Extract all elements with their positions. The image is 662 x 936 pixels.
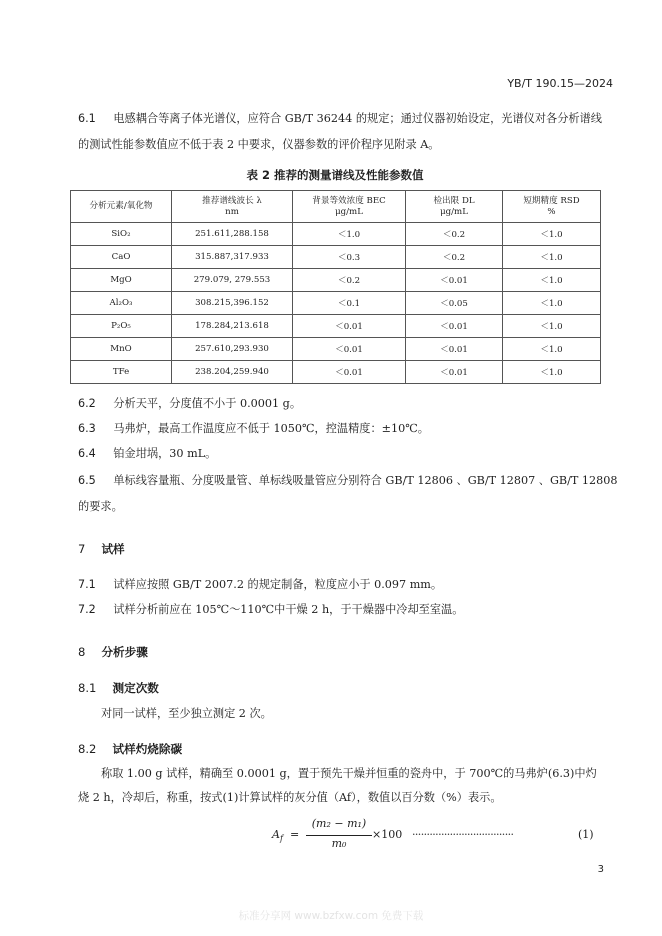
document-code: YB/T 190.15—2024 — [507, 77, 613, 90]
clause-6-1-continued: 的测试性能参数值应不低于表 2 中要求，仪器参数的评价程序见附录 A。 — [78, 138, 440, 151]
cell-element: SiO₂ — [71, 223, 172, 246]
cell-rsd: ＜1.0 — [503, 269, 601, 292]
cell-element: Al₂O₃ — [71, 292, 172, 315]
spec-table — [70, 190, 601, 384]
clause-6-4 — [78, 446, 216, 462]
cell-wavelength: 178.284,213.618 — [172, 315, 293, 338]
cell-bec: ＜0.01 — [293, 315, 406, 338]
clause-text: 马弗炉，最高工作温度应不低于 1050℃，控温精度：±10℃。 — [113, 422, 429, 435]
clause-number: 6.1 — [78, 112, 96, 125]
cell-dl: ＜0.2 — [406, 246, 503, 269]
clause-7-1 — [78, 577, 442, 593]
clause-number: 6.5 — [78, 474, 96, 487]
table-row — [71, 338, 601, 361]
clause-7-2 — [78, 602, 463, 618]
cell-rsd: ＜1.0 — [503, 361, 601, 384]
clause-8-1-text: 对同一试样，至少独立测定 2 次。 — [101, 707, 272, 720]
clause-text: 铂金坩埚，30 mL。 — [113, 447, 217, 460]
cell-bec: ＜1.0 — [293, 223, 406, 246]
formula-leader-dots: ··································· — [412, 828, 514, 841]
cell-bec: ＜0.2 — [293, 269, 406, 292]
cell-dl: ＜0.01 — [406, 361, 503, 384]
cell-dl: ＜0.2 — [406, 223, 503, 246]
clause-text: 电感耦合等离子体光谱仪，应符合 GB/T 36244 的规定；通过仪器初始设定，光谱仪对各分析谱线 — [113, 112, 602, 125]
cell-dl: ＜0.01 — [406, 315, 503, 338]
cell-wavelength: 257.610,293.930 — [172, 338, 293, 361]
table-row — [71, 246, 601, 269]
table-row — [71, 315, 601, 338]
clause-6-5-continued: 的要求。 — [78, 500, 123, 513]
cell-element: MgO — [71, 269, 172, 292]
cell-element: TFe — [71, 361, 172, 384]
formula-equals: = — [290, 828, 300, 841]
clause-6-1 — [78, 111, 602, 127]
formula-fraction-bar — [306, 835, 372, 836]
cell-dl: ＜0.01 — [406, 338, 503, 361]
formula-1 — [270, 817, 600, 857]
cell-bec: ＜0.1 — [293, 292, 406, 315]
table-row — [71, 361, 601, 384]
clause-8-2-text: 称取 1.00 g 试样，精确至 0.0001 g，置于预先干燥并恒重的瓷舟中，于 700℃的马弗炉(6.3)中灼 — [101, 767, 597, 780]
formula-denominator: m₀ — [331, 837, 347, 850]
cell-bec: ＜0.01 — [293, 361, 406, 384]
table-header-row — [71, 191, 601, 223]
formula-multiplier: ×100 — [372, 828, 403, 841]
cell-bec: ＜0.01 — [293, 338, 406, 361]
cell-rsd: ＜1.0 — [503, 315, 601, 338]
cell-wavelength: 251.611,288.158 — [172, 223, 293, 246]
clause-number: 7.1 — [78, 578, 96, 591]
header-detection-limit: 检出限 DL μg/mL — [406, 191, 503, 223]
clause-text: 单标线容量瓶、分度吸量管、单标线吸量管应分别符合 GB/T 12806 、GB/T 12807 、GB/T 12808 — [113, 474, 618, 487]
section-7-heading — [78, 541, 125, 557]
cell-wavelength: 315.887,317.933 — [172, 246, 293, 269]
formula-numerator: (m₂ − m₁) — [311, 817, 367, 830]
section-title: 试样 — [101, 542, 125, 556]
clause-number: 6.4 — [78, 447, 96, 460]
subsection-8-1-heading — [78, 680, 159, 696]
cell-bec: ＜0.3 — [293, 246, 406, 269]
table-row — [71, 223, 601, 246]
page-number: 3 — [597, 864, 604, 875]
clause-text: 试样分析前应在 105℃～110℃中干燥 2 h，于干燥器中冷却至室温。 — [113, 603, 464, 616]
section-8-heading — [78, 644, 148, 660]
cell-wavelength: 279.079, 279.553 — [172, 269, 293, 292]
cell-rsd: ＜1.0 — [503, 246, 601, 269]
section-number: 7 — [78, 542, 86, 556]
header-bec: 背景等效浓度 BEC μg/mL — [293, 191, 406, 223]
watermark: 标准分享网 www.bzfxw.com 免费下载 — [238, 910, 424, 922]
clause-number: 7.2 — [78, 603, 96, 616]
section-title: 测定次数 — [112, 681, 159, 695]
cell-dl: ＜0.05 — [406, 292, 503, 315]
cell-element: P₂O₅ — [71, 315, 172, 338]
cell-element: MnO — [71, 338, 172, 361]
table-caption: 表 2 推荐的测量谱线及性能参数值 — [246, 168, 424, 182]
table-row — [71, 292, 601, 315]
cell-dl: ＜0.01 — [406, 269, 503, 292]
header-element: 分析元素/氧化物 — [71, 191, 172, 223]
section-title: 试样灼烧除碳 — [112, 742, 183, 756]
subsection-8-2-heading — [78, 741, 182, 757]
clause-6-5 — [78, 473, 618, 489]
header-wavelength: 推荐谱线波长 λ nm — [172, 191, 293, 223]
clause-text: 分析天平，分度值不小于 0.0001 g。 — [113, 397, 302, 410]
cell-rsd: ＜1.0 — [503, 223, 601, 246]
clause-number: 6.3 — [78, 422, 96, 435]
section-number: 8.1 — [78, 681, 97, 695]
table-row — [71, 269, 601, 292]
header-rsd: 短期精度 RSD % — [503, 191, 601, 223]
clause-6-3 — [78, 421, 429, 437]
cell-rsd: ＜1.0 — [503, 338, 601, 361]
clause-6-2 — [78, 396, 301, 412]
cell-rsd: ＜1.0 — [503, 292, 601, 315]
clause-number: 6.2 — [78, 397, 96, 410]
clause-8-2-text-continued: 烧 2 h，冷却后，称重，按式(1)计算试样的灰分值（Af），数值以百分数（%）表示。 — [78, 791, 502, 804]
formula-number: (1) — [578, 828, 594, 841]
cell-wavelength: 238.204,259.940 — [172, 361, 293, 384]
cell-element: CaO — [71, 246, 172, 269]
section-number: 8.2 — [78, 742, 97, 756]
formula-lhs: $A_f$ — [272, 828, 283, 844]
clause-text: 试样应按照 GB/T 2007.2 的规定制备，粒度应小于 0.097 mm。 — [113, 578, 443, 591]
cell-wavelength: 308.215,396.152 — [172, 292, 293, 315]
section-title: 分析步骤 — [101, 645, 148, 659]
section-number: 8 — [78, 645, 86, 659]
